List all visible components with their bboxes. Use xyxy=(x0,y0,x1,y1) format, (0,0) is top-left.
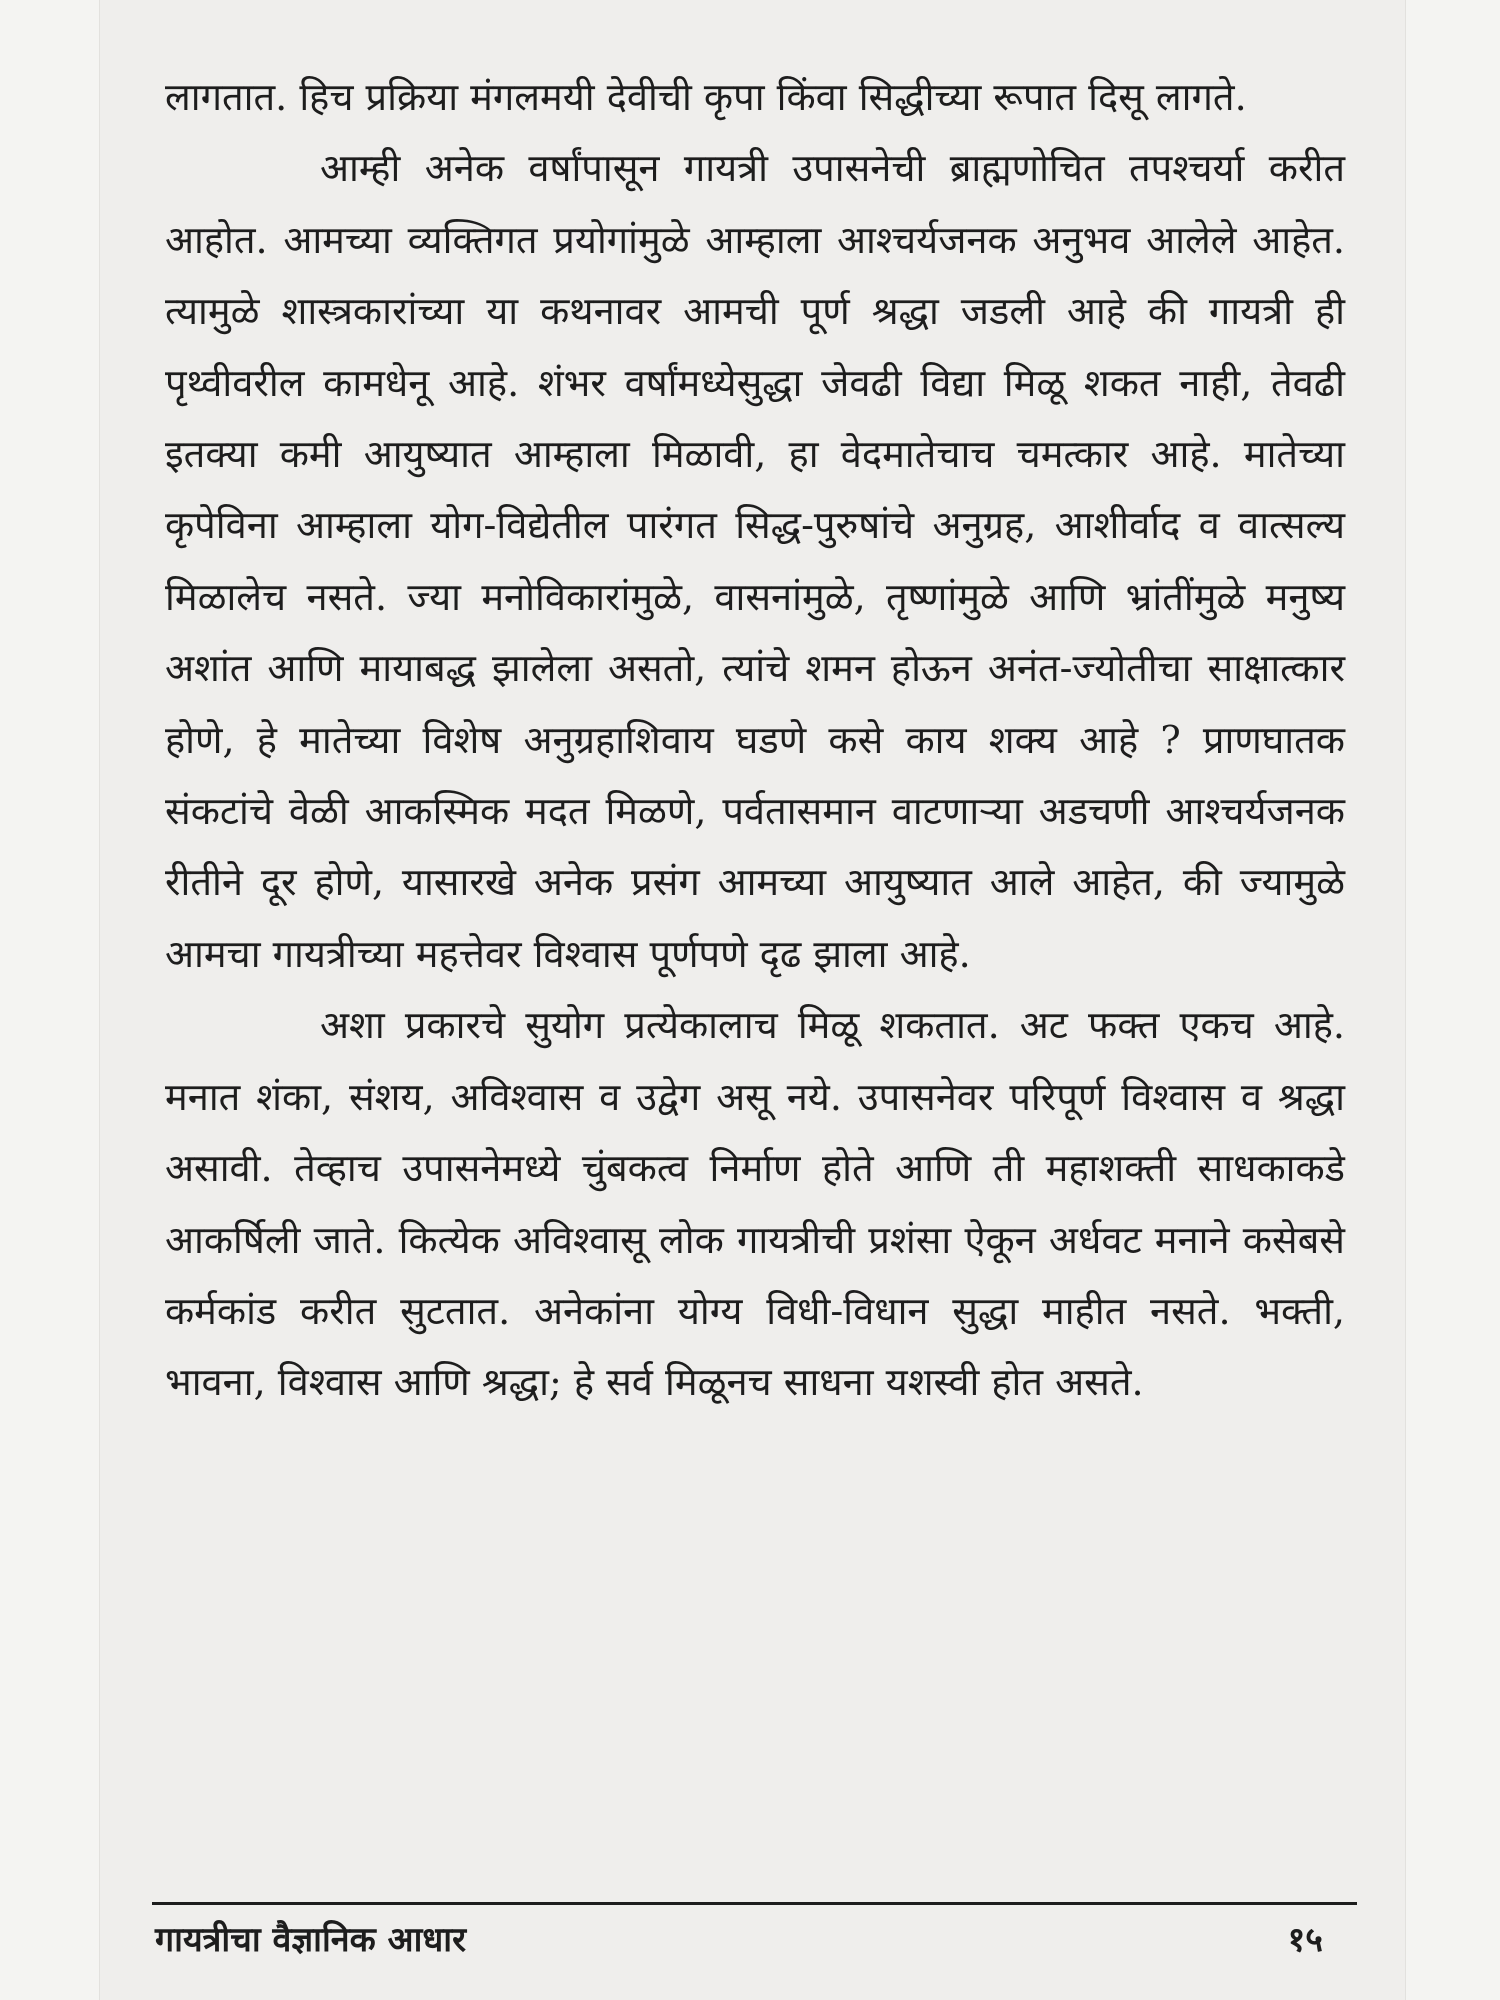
book-page xyxy=(100,0,1405,2000)
paragraph: आम्ही अनेक वर्षांपासून गायत्री उपासनेची ब्राह्मणोचित तपश्चर्या करीत आहोत. आमच्या व्यक्तिगत प्रयोगांमुळे आम्हाला आश्चर्यजनक अनुभव आलेले आहेत. त्यामुळे शास्त्रकारांच्या या कथनावर आमची पूर्ण श्रद्धा जडली आहे की गायत्री ही पृथ्वीवरील कामधेनू आहे. शंभर वर्षांमध्येसुद्धा जेवढी विद्या मिळू शकत नाही, तेवढी इतक्या कमी आयुष्यात आम्हाला मिळावी, हा वेदमातेचाच चमत्कार आहे. मातेच्या कृपेविना आम्हाला योग-विद्येतील पारंगत सिद्ध-पुरुषांचे अनुग्रह, आशीर्वाद व वात्सल्य मिळालेच नसते. ज्या मनोविकारांमुळे, वासनांमुळे, तृष्णांमुळे आणि भ्रांतींमुळे मनुष्य अशांत आणि मायाबद्ध झालेला असतो, त्यांचे शमन होऊन अनंत-ज्योतीचा साक्षात्कार होणे, हे मातेच्या विशेष अनुग्रहाशिवाय घडणे कसे काय शक्य आहे ? प्राणघातक संकटांचे वेळी आकस्मिक मदत मिळणे, पर्वतासमान वाटणाऱ्या अडचणी आश्चर्यजनक रीतीने दूर होणे, यासारखे अनेक प्रसंग आमच्या आयुष्यात आले आहेत, की ज्यामुळे आमचा गायत्रीच्या महत्तेवर विश्वास पूर्णपणे दृढ झाला आहे. xyxy=(165,146,1345,976)
paragraph-continuation: लागतात. हिच प्रक्रिया मंगलमयी देवीची कृपा किंवा सिद्धीच्या रूपात दिसू लागते. xyxy=(165,75,1247,119)
running-footer-title: गायत्रीचा वैज्ञानिक आधार xyxy=(155,1920,466,1960)
page-number: १५ xyxy=(1287,1920,1323,1960)
footer-divider xyxy=(152,1902,1357,1905)
paragraph: अशा प्रकारचे सुयोग प्रत्येकालाच मिळू शकतात. अट फक्त एकच आहे. मनात शंका, संशय, अविश्वास व उद्वेग असू नये. उपासनेवर परिपूर्ण विश्वास व श्रद्धा असावी. तेव्हाच उपासनेमध्ये चुंबकत्व निर्माण होते आणि ती महाशक्ती साधकाकडे आकर्षिली जाते. कित्येक अविश्वासू लोक गायत्रीची प्रशंसा ऐकून अर्धवट मनाने कसेबसे कर्मकांड करीत सुटतात. अनेकांना योग्य विधी-विधान सुद्धा माहीत नसते. भक्ती, भावना, विश्वास आणि श्रद्धा; हे सर्व मिळूनच साधना यशस्वी होत असते. xyxy=(165,1003,1345,1405)
body-text xyxy=(165,62,1345,1419)
